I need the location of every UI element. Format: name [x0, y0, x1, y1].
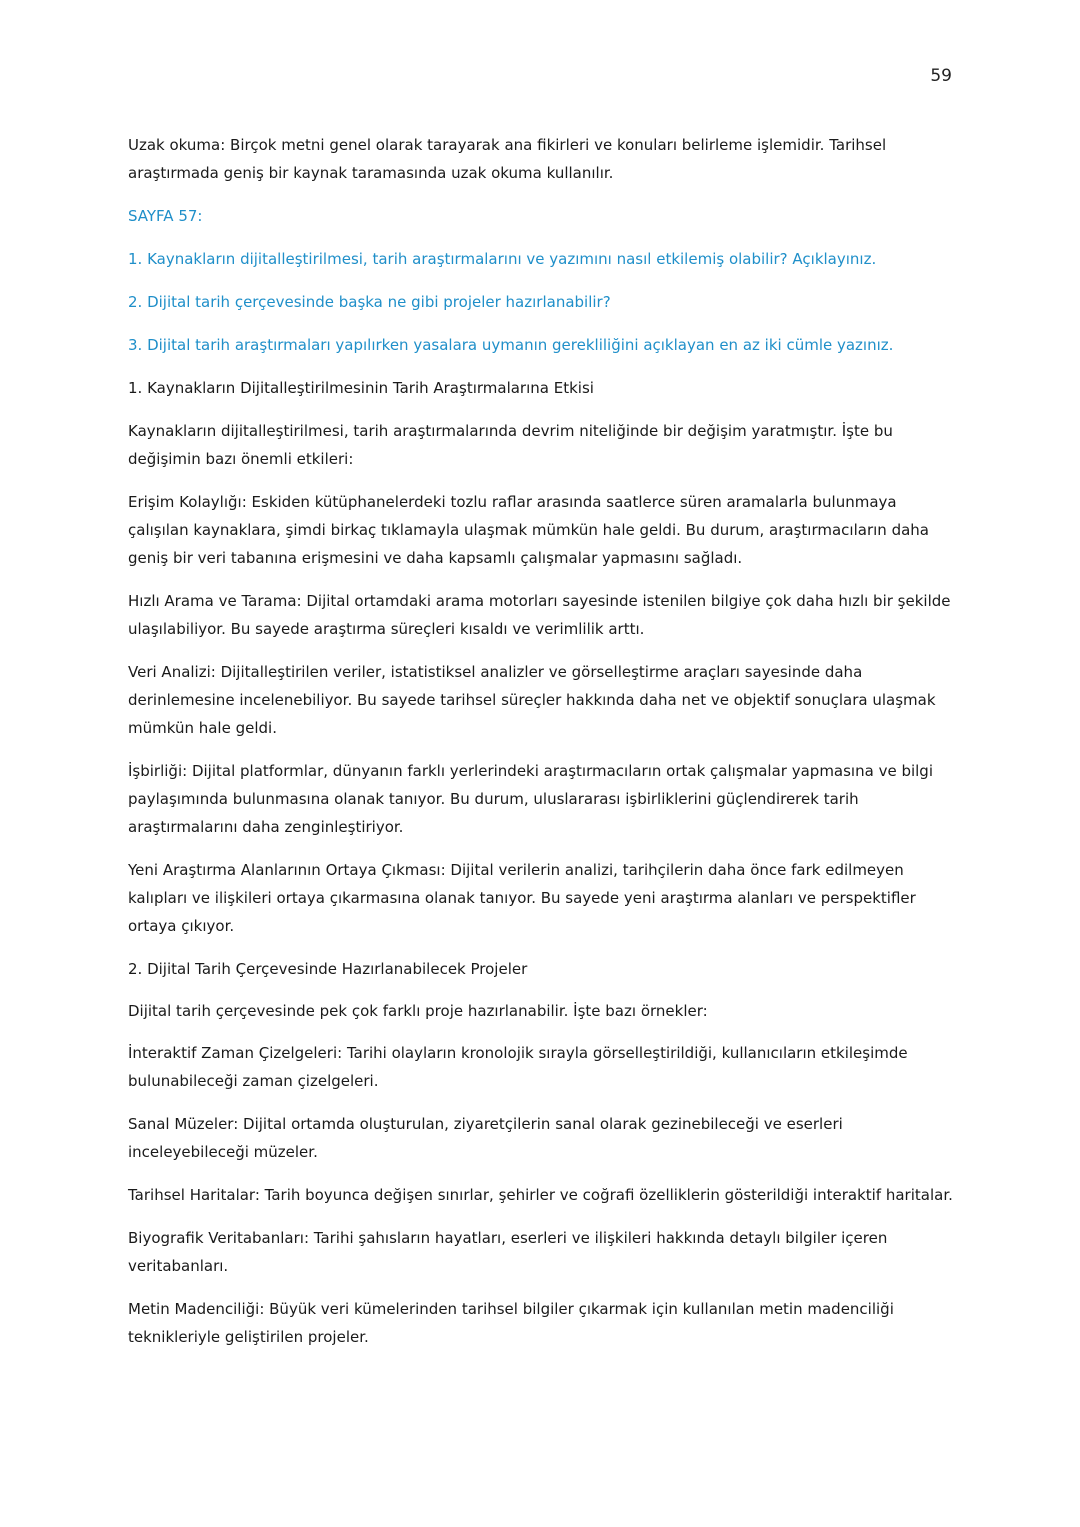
- section-2-item-tarihsel-haritalar: Tarihsel Haritalar: Tarih boyunca değişen sınırlar, şehirler ve coğrafi özelliklerin gösterildiği interaktif haritalar.: [128, 1186, 953, 1204]
- section-2-item-metin-madenciligi: Metin Madenciliği: Büyük veri kümelerinden tarihsel bilgiler çıkarmak için kullanılan metin madenciliği teknikleriyle geliştirilen projeler.: [128, 1300, 894, 1346]
- section-2-item-sanal-muzeler: Sanal Müzeler: Dijital ortamda oluşturulan, ziyaretçilerin sanal olarak gezinebileceği ve eserleri inceleyebileceği müzeler.: [128, 1115, 843, 1161]
- section-1-intro: Kaynakların dijitalleştirilmesi, tarih araştırmalarında devrim niteliğinde bir değişim yaratmıştır. İşte bu değişimin bazı önemli etkileri:: [128, 422, 893, 468]
- question-3: 3. Dijital tarih araştırmaları yapılırken yasalara uymanın gerekliliğini açıklayan en az iki cümle yazınız.: [128, 336, 894, 354]
- document-body: [128, 131, 956, 1366]
- section-1-item-arama: Hızlı Arama ve Tarama: Dijital ortamdaki arama motorları sayesinde istenilen bilgiye çok daha hızlı bir şekilde ulaşılabiliyor. Bu sayede araştırma süreçleri kısaldı ve verimlilik arttı.: [128, 592, 951, 638]
- page-number: 59: [930, 66, 952, 86]
- uzak-okuma-paragraph: Uzak okuma: Birçok metni genel olarak tarayarak ana fikirleri ve konuları belirleme işlemidir. Tarihsel araştırmada geniş bir kaynak taramasında uzak okuma kullanılır.: [128, 136, 887, 182]
- section-1-item-isbirligi: İşbirliği: Dijital platformlar, dünyanın farklı yerlerindeki araştırmacıların ortak çalışmalar yapmasına ve bilgi paylaşımında bulunmasına olanak tanıyor. Bu durum, uluslararası işbirliklerini güçlendirerek tarih araştırmalarını daha zenginleştiriyor.: [128, 762, 933, 836]
- section-1-heading: 1. Kaynakların Dijitalleştirilmesinin Tarih Araştırmalarına Etkisi: [128, 379, 594, 397]
- sayfa-label: SAYFA 57:: [128, 207, 203, 225]
- section-1-item-yeni-alanlar: Yeni Araştırma Alanlarının Ortaya Çıkması: Dijital verilerin analizi, tarihçilerin daha önce fark edilmeyen kalıpları ve ilişkileri ortaya çıkarmasına olanak tanıyor. Bu sayede yeni araştırma alanları ve perspektifler ortaya çıkıyor.: [128, 861, 916, 935]
- section-2-heading: 2. Dijital Tarih Çerçevesinde Hazırlanabilecek Projeler: [128, 960, 528, 978]
- question-1: 1. Kaynakların dijitalleştirilmesi, tarih araştırmalarını ve yazımını nasıl etkilemiş olabilir? Açıklayınız.: [128, 250, 877, 268]
- section-1-item-veri-analizi: Veri Analizi: Dijitalleştirilen veriler, istatistiksel analizler ve görselleştirme araçları sayesinde daha derinlemesine incelenebiliyor. Bu sayede tarihsel süreçler hakkında daha net ve objektif sonuçlara ulaşmak mümkün hale geldi.: [128, 663, 936, 737]
- section-2-item-biyografik: Biyografik Veritabanları: Tarihi şahısların hayatları, eserleri ve ilişkileri hakkında detaylı bilgiler içeren veritabanları.: [128, 1229, 888, 1275]
- section-2-intro: Dijital tarih çerçevesinde pek çok farklı proje hazırlanabilir. İşte bazı örnekler:: [128, 1002, 708, 1020]
- section-2-item-zaman-cizelgeleri: İnteraktif Zaman Çizelgeleri: Tarihi olayların kronolojik sırayla görselleştirildiği, kullanıcıların etkileşimde bulunabileceği zaman çizelgeleri.: [128, 1044, 908, 1090]
- question-2: 2. Dijital tarih çerçevesinde başka ne gibi projeler hazırlanabilir?: [128, 293, 611, 311]
- section-1-item-erisim: Erişim Kolaylığı: Eskiden kütüphanelerdeki tozlu raflar arasında saatlerce süren aramalarla bulunmaya çalışılan kaynaklara, şimdi birkaç tıklamayla ulaşmak mümkün hale geldi. Bu durum, araştırmacıların daha geniş bir veri tabanına erişmesini ve daha kapsamlı çalışmalar yapmasını sağladı.: [128, 493, 929, 567]
